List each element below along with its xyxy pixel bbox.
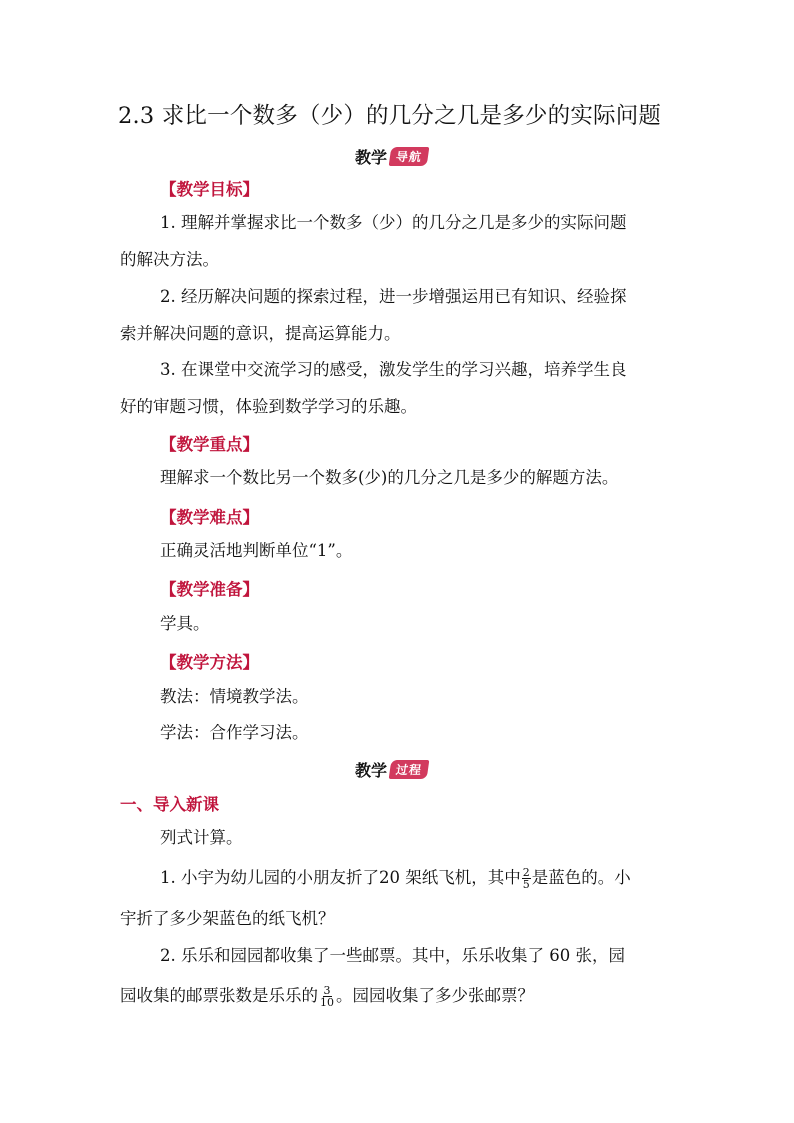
- question-1-text-a: 1. 小宇为幼儿园的小朋友折了20 架纸飞机，其中: [160, 868, 521, 887]
- difficulty-text: 正确灵活地判断单位“1”。: [160, 541, 353, 560]
- key-point-heading: 【教学重点】: [160, 435, 259, 454]
- fraction: [522, 867, 531, 890]
- question-1-line-1: [160, 867, 631, 890]
- method-heading: 【教学方法】: [160, 653, 259, 672]
- banner-tag: 导航: [389, 147, 430, 166]
- key-point-text: 理解求一个数比另一个数多(少)的几分之几是多少的解题方法。: [160, 468, 619, 487]
- goal-2-line-2: 索并解决问题的意识，提高运算能力。: [120, 324, 401, 343]
- method-teaching: 教法：情境教学法。: [160, 687, 309, 706]
- goal-3-line-1: 3. 在课堂中交流学习的感受，激发学生的学习兴趣，培养学生良: [160, 360, 627, 379]
- question-2-line-1: 2. 乐乐和园园都收集了一些邮票。其中，乐乐收集了 60 张，园: [160, 946, 625, 965]
- preparation-text: 学具。: [160, 614, 210, 633]
- page-title: 2.3 求比一个数多（少）的几分之几是多少的实际问题: [118, 103, 662, 129]
- question-2-text-b: 。园园收集了多少张邮票？: [336, 986, 534, 1005]
- goals-heading: 【教学目标】: [160, 180, 259, 199]
- question-1-text-b: 是蓝色的。小: [531, 868, 631, 887]
- fraction-numerator: 3: [323, 984, 331, 997]
- goal-2-line-1: 2. 经历解决问题的探索过程，进一步增强运用已有知识、经验探: [160, 287, 627, 306]
- fraction-numerator: 2: [522, 866, 530, 879]
- preparation-heading: 【教学准备】: [160, 580, 259, 599]
- method-learning: 学法：合作学习法。: [160, 723, 309, 742]
- fraction-denominator: 5: [522, 878, 530, 891]
- goal-1-line-2: 的解决方法。: [120, 250, 219, 269]
- section-banner-process: [355, 756, 428, 782]
- goal-3-line-2: 好的审题习惯，体验到数学学习的乐趣。: [120, 397, 417, 416]
- section-banner-guide: [355, 143, 428, 169]
- section-1-intro: 列式计算。: [160, 828, 243, 847]
- question-2-line-2: [120, 985, 534, 1008]
- fraction: [319, 985, 335, 1008]
- question-2-text-a: 园收集的邮票张数是乐乐的: [120, 986, 318, 1005]
- banner-tag: 过程: [389, 760, 430, 779]
- question-1-line-2: 宇折了多少架蓝色的纸飞机？: [120, 909, 335, 928]
- goal-1-line-1: 1. 理解并掌握求比一个数多（少）的几分之几是多少的实际问题: [160, 213, 627, 232]
- difficulty-heading: 【教学难点】: [160, 508, 259, 527]
- banner-word: 教学: [355, 760, 388, 780]
- section-1-heading: 一、导入新课: [120, 795, 219, 814]
- fraction-denominator: 10: [320, 996, 334, 1009]
- banner-word: 教学: [355, 147, 388, 167]
